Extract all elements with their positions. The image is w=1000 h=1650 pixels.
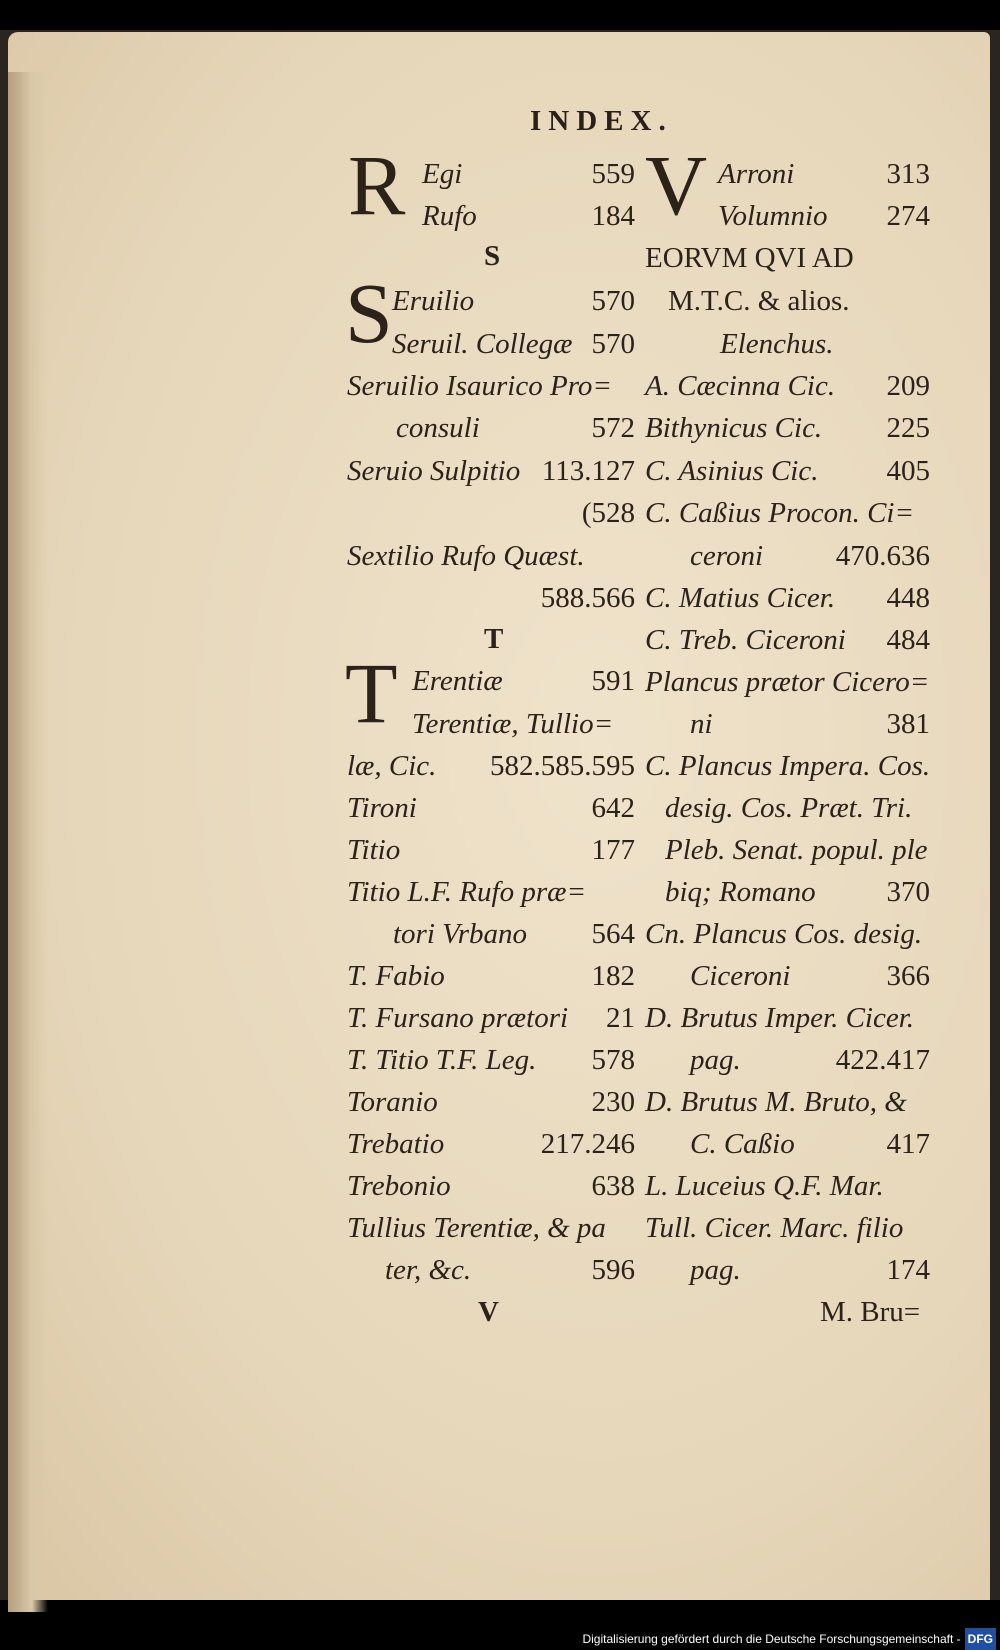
index-entry: C. Plancus Impera. Cos.: [645, 750, 931, 782]
index-entry: Rufo: [422, 200, 477, 232]
page-number: 422.417: [835, 1044, 930, 1076]
index-entry: Tullius Terentiæ, & pa: [347, 1212, 606, 1244]
page-number: 177: [591, 834, 635, 866]
index-entry: Trebonio: [347, 1170, 451, 1202]
catchword: M. Bru=: [820, 1296, 921, 1328]
index-entry: Erentiæ: [412, 665, 503, 697]
page-number: 230: [591, 1086, 635, 1118]
digitization-footer: [0, 1628, 1000, 1650]
index-entry: Terentiæ, Tullio=: [412, 708, 614, 740]
page-number: 417: [886, 1128, 930, 1160]
index-entry: Egi: [422, 158, 463, 190]
page-number: 366: [886, 960, 930, 992]
page-number: 470.636: [835, 540, 930, 572]
index-entry: Plancus prætor Cicero=: [645, 666, 930, 698]
index-entry: tori Vrbano: [393, 918, 527, 950]
page-number: 591: [591, 665, 635, 697]
index-entry: biq; Romano: [665, 876, 816, 908]
index-entry: Bithynicus Cic.: [645, 412, 823, 444]
drop-cap-r: R: [348, 137, 406, 233]
page-edge: [8, 72, 48, 1612]
page-number: 184: [591, 200, 635, 232]
index-entry: T. Fursano prætori: [347, 1002, 569, 1034]
index-entry: pag.: [690, 1044, 741, 1076]
index-entry: L. Luceius Q.F. Mar.: [645, 1170, 884, 1202]
index-entry: Cn. Plancus Cos. desig.: [645, 918, 923, 950]
index-entry: C. Caßius Procon. Ci=: [645, 497, 915, 529]
index-entry: pag.: [690, 1254, 741, 1286]
page-number: 217.246: [540, 1128, 635, 1160]
index-entry: Titio L.F. Rufo præ=: [347, 876, 587, 908]
page-number: 564: [591, 918, 635, 950]
index-entry: Ciceroni: [690, 960, 791, 992]
page-number: 448: [886, 582, 930, 614]
page-number: 209: [886, 370, 930, 402]
index-entry: A. Cæcinna Cic.: [645, 370, 836, 402]
index-entry: ni: [690, 708, 713, 740]
page-number: 570: [591, 285, 635, 317]
index-entry: T. Fabio: [347, 960, 445, 992]
page-number: 174: [886, 1254, 930, 1286]
page-number: 313: [886, 158, 930, 190]
index-entry: ter, &c.: [385, 1254, 472, 1286]
index-entry: desig. Cos. Præt. Tri.: [665, 792, 913, 824]
page-number: 381: [886, 708, 930, 740]
drop-cap-t: T: [345, 645, 398, 741]
index-entry: Titio: [347, 834, 401, 866]
page-number: 582.585.595: [490, 750, 635, 782]
page-number: 182: [591, 960, 635, 992]
index-entry: ceroni: [690, 540, 764, 572]
index-entry: Pleb. Senat. popul. ple: [665, 834, 928, 866]
index-entry: Tull. Cicer. Marc. filio: [645, 1212, 904, 1244]
section-heading: EORVM QVI AD: [645, 242, 854, 274]
index-entry: Eruilio: [392, 285, 475, 317]
index-entry: Volumnio: [718, 200, 828, 232]
index-entry: Seruio Sulpitio: [347, 455, 521, 487]
index-entry: C. Matius Cicer.: [645, 582, 836, 614]
index-entry: C. Treb. Ciceroni: [645, 624, 846, 656]
page-number: 370: [886, 876, 930, 908]
section-letter: V: [478, 1296, 499, 1328]
page-number: 405: [886, 455, 930, 487]
page-number: 21: [606, 1002, 635, 1034]
page-number: 570: [591, 328, 635, 360]
page-header: INDEX.: [530, 105, 673, 137]
page-number: 225: [886, 412, 930, 444]
page-number: (528: [581, 497, 635, 529]
index-entry: Seruilio Isaurico Pro=: [347, 370, 612, 402]
index-entry: Seruil. Collegæ: [392, 328, 573, 360]
page-number: 113.127: [541, 455, 635, 487]
page-number: 642: [591, 792, 635, 824]
section-letter: T: [484, 623, 504, 655]
index-entry: T. Titio T.F. Leg.: [347, 1044, 537, 1076]
index-entry: C. Caßio: [690, 1128, 795, 1160]
index-entry: Trebatio: [347, 1128, 445, 1160]
index-entry: Toranio: [347, 1086, 438, 1118]
index-entry: D. Brutus M. Bruto, &: [645, 1086, 907, 1118]
index-entry: Sextilio Rufo Quæst.: [347, 540, 585, 572]
index-entry: Arroni: [718, 158, 795, 190]
section-letter: S: [484, 240, 501, 272]
page-number: 484: [886, 624, 930, 656]
index-entry: D. Brutus Imper. Cicer.: [645, 1002, 915, 1034]
section-heading: Elenchus.: [720, 328, 834, 360]
page-number: 559: [591, 158, 635, 190]
index-entry: C. Asinius Cic.: [645, 455, 819, 487]
index-entry: consuli: [396, 412, 480, 444]
drop-cap-v: V: [645, 137, 708, 233]
page-number: 572: [591, 412, 635, 444]
drop-cap-s: S: [345, 265, 393, 361]
dfg-logo: DFG: [965, 1628, 996, 1650]
index-entry: læ, Cic.: [347, 750, 437, 782]
footer-text: Digitalisierung gefördert durch die Deutsche Forschungsgemeinschaft -: [582, 1632, 961, 1646]
section-heading: M.T.C. & alios.: [668, 285, 850, 317]
page-number: 638: [591, 1170, 635, 1202]
page-number: 578: [591, 1044, 635, 1076]
page-number: 596: [591, 1254, 635, 1286]
page-number: 588.566: [540, 582, 635, 614]
index-entry: Tironi: [347, 792, 417, 824]
page-number: 274: [886, 200, 930, 232]
